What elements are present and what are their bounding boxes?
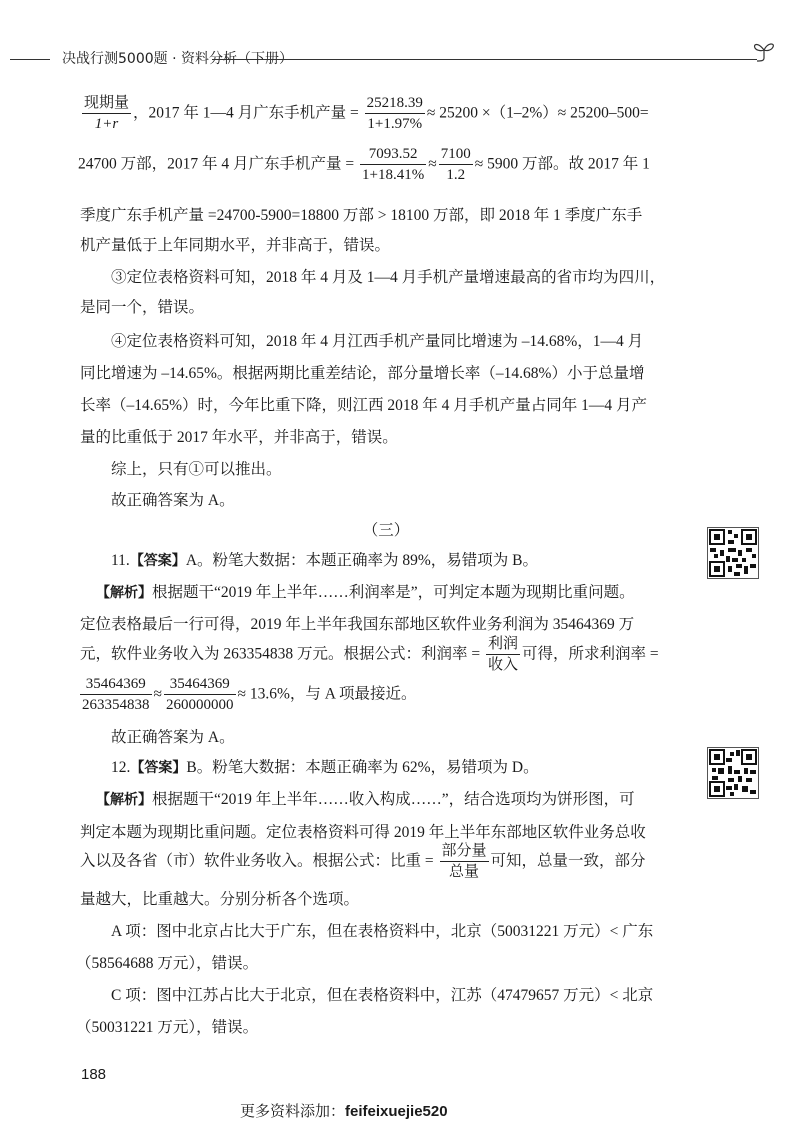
contact-id: feifeixuejie520 <box>345 1103 448 1120</box>
paragraph-4-line: 长率（–14.65%）时，今年比重下降，则江西 2018 年 4 月手机产量占同年 1—4 月产 <box>80 397 648 414</box>
answer-tag: 【答案】 <box>129 553 186 569</box>
option-c-line: C 项：图中江苏占比大于北京，但在表格资料中，江苏（47479657 万元）< 北京 <box>111 987 654 1004</box>
fraction: $\frac{\text{利润}}{\text{收入}}$ <box>488 636 519 673</box>
paragraph-3-line: 是同一个，错误。 <box>80 299 205 316</box>
analysis-tag: 【解析】 <box>96 585 152 601</box>
answer-text: 故正确答案为 A。 <box>111 729 235 746</box>
section-heading: （三） <box>362 522 410 539</box>
formula-line-1: $\frac{\text{现期量}}{1+r}$ ，2017 年 1—4 月广东手机产量 = $\frac{25218.39}{1+1.97\%}$ ≈ 25200 ×（1–2%）≈ 25200–500= <box>84 95 649 132</box>
q12-analysis-line: 【解析】根据题干“2019 年上半年……收入构成……”，结合选项均为饼形图，可 <box>96 791 635 808</box>
footer-note: 更多资料添加：feifeixuejie520 <box>240 1103 448 1120</box>
q11-answer-line: 11.【答案】A。粉笔大数据：本题正确率为 89%，易错项为 B。 <box>111 552 539 569</box>
paragraph-4-line: ④定位表格资料可知，2018 年 4 月江西手机产量同比增速为 –14.68%，1—4 月 <box>111 333 644 350</box>
option-a-line: （58564688 万元），错误。 <box>76 955 259 972</box>
qr-code-icon[interactable] <box>707 527 759 579</box>
answer-text: 故正确答案为 A。 <box>111 492 235 509</box>
text-line: 季度广东手机产量 =24700-5900=18800 万部 > 18100 万部，即 2018 年 1 季度广东手 <box>80 207 643 224</box>
fraction: $\frac{35464369}{260000000}$ <box>166 676 234 713</box>
fraction: $\frac{35464369}{263354838}$ <box>82 676 150 713</box>
header-rule-left <box>10 59 50 60</box>
q12-analysis-line: 判定本题为现期比重问题。定位表格资料可得 2019 年上半年东部地区软件业务总收 <box>80 824 646 841</box>
q12-analysis-line: 量越大，比重越大。分别分析各个选项。 <box>80 891 360 908</box>
fraction: $\frac{\text{部分量}}{\text{总量}}$ <box>441 843 487 880</box>
paragraph-4-line: 量的比重低于 2017 年水平，并非高于，错误。 <box>80 429 398 446</box>
qr-code-icon[interactable] <box>707 747 759 799</box>
analysis-tag: 【解析】 <box>96 792 152 808</box>
running-header <box>10 44 790 74</box>
answer-tag: 【答案】 <box>130 760 187 776</box>
fraction: $\frac{\text{现期量}}{1+r}$ <box>84 95 130 132</box>
text-line: 机产量低于上年同期水平，并非高于，错误。 <box>80 237 391 254</box>
book-title: 决战行测5000题 · 资料分析（下册） <box>62 51 293 67</box>
q12-answer-line: 12.【答案】B。粉笔大数据：本题正确率为 62%，易错项为 D。 <box>111 759 539 776</box>
fraction: $\frac{25218.39}{1+1.97\%}$ <box>366 95 423 132</box>
paragraph-3-line: ③定位表格资料可知，2018 年 4 月及 1—4 月手机产量增速最高的省市均为四川， <box>111 269 666 286</box>
fraction: $\frac{7100}{1.2}$ <box>440 146 471 183</box>
paragraph-4-line: 同比增速为 –14.65%。根据两期比重差结论，部分量增长率（–14.68%）小于总量增 <box>80 365 645 382</box>
q11-formula-line: $\frac{35464369}{263354838}$ ≈ $\frac{35464369}{260000000}$ ≈ 13.6%，与 A 项最接近。 <box>82 676 417 713</box>
q12-formula-line: 入以及各省（市）软件业务收入。根据公式：比重 = $\frac{\text{部分量}}{\text{总量}}$ 可知，总量一致，部分 <box>80 843 646 880</box>
q11-analysis-line: 定位表格最后一行可得，2019 年上半年我国东部地区软件业务利润为 35464369 万 <box>80 616 635 633</box>
q11-formula-line: 元，软件业务收入为 263354838 万元。根据公式：利润率 = $\frac{\text{利润}}{\text{收入}}$ 可得，所求利润率 = <box>80 636 659 673</box>
q11-analysis-line: 【解析】根据题干“2019 年上半年……利润率是”，可判定本题为现期比重问题。 <box>96 584 635 601</box>
option-a-line: A 项：图中北京占比大于广东，但在表格资料中，北京（50031221 万元）< 广东 <box>111 923 654 940</box>
header-rule-right <box>212 59 757 60</box>
sprout-icon <box>752 36 776 64</box>
formula-line-2: 24700 万部，2017 年 4 月广东手机产量 = $\frac{7093.52}{1+18.41\%}$ ≈ $\frac{7100}{1.2}$ ≈ 5900 万部。故 2017 年 1 <box>78 146 650 183</box>
fraction: $\frac{7093.52}{1+18.41\%}$ <box>362 146 425 183</box>
page-number: 188 <box>81 1066 107 1083</box>
option-c-line: （50031221 万元），错误。 <box>76 1019 259 1036</box>
summary-text: 综上，只有①可以推出。 <box>111 461 282 478</box>
